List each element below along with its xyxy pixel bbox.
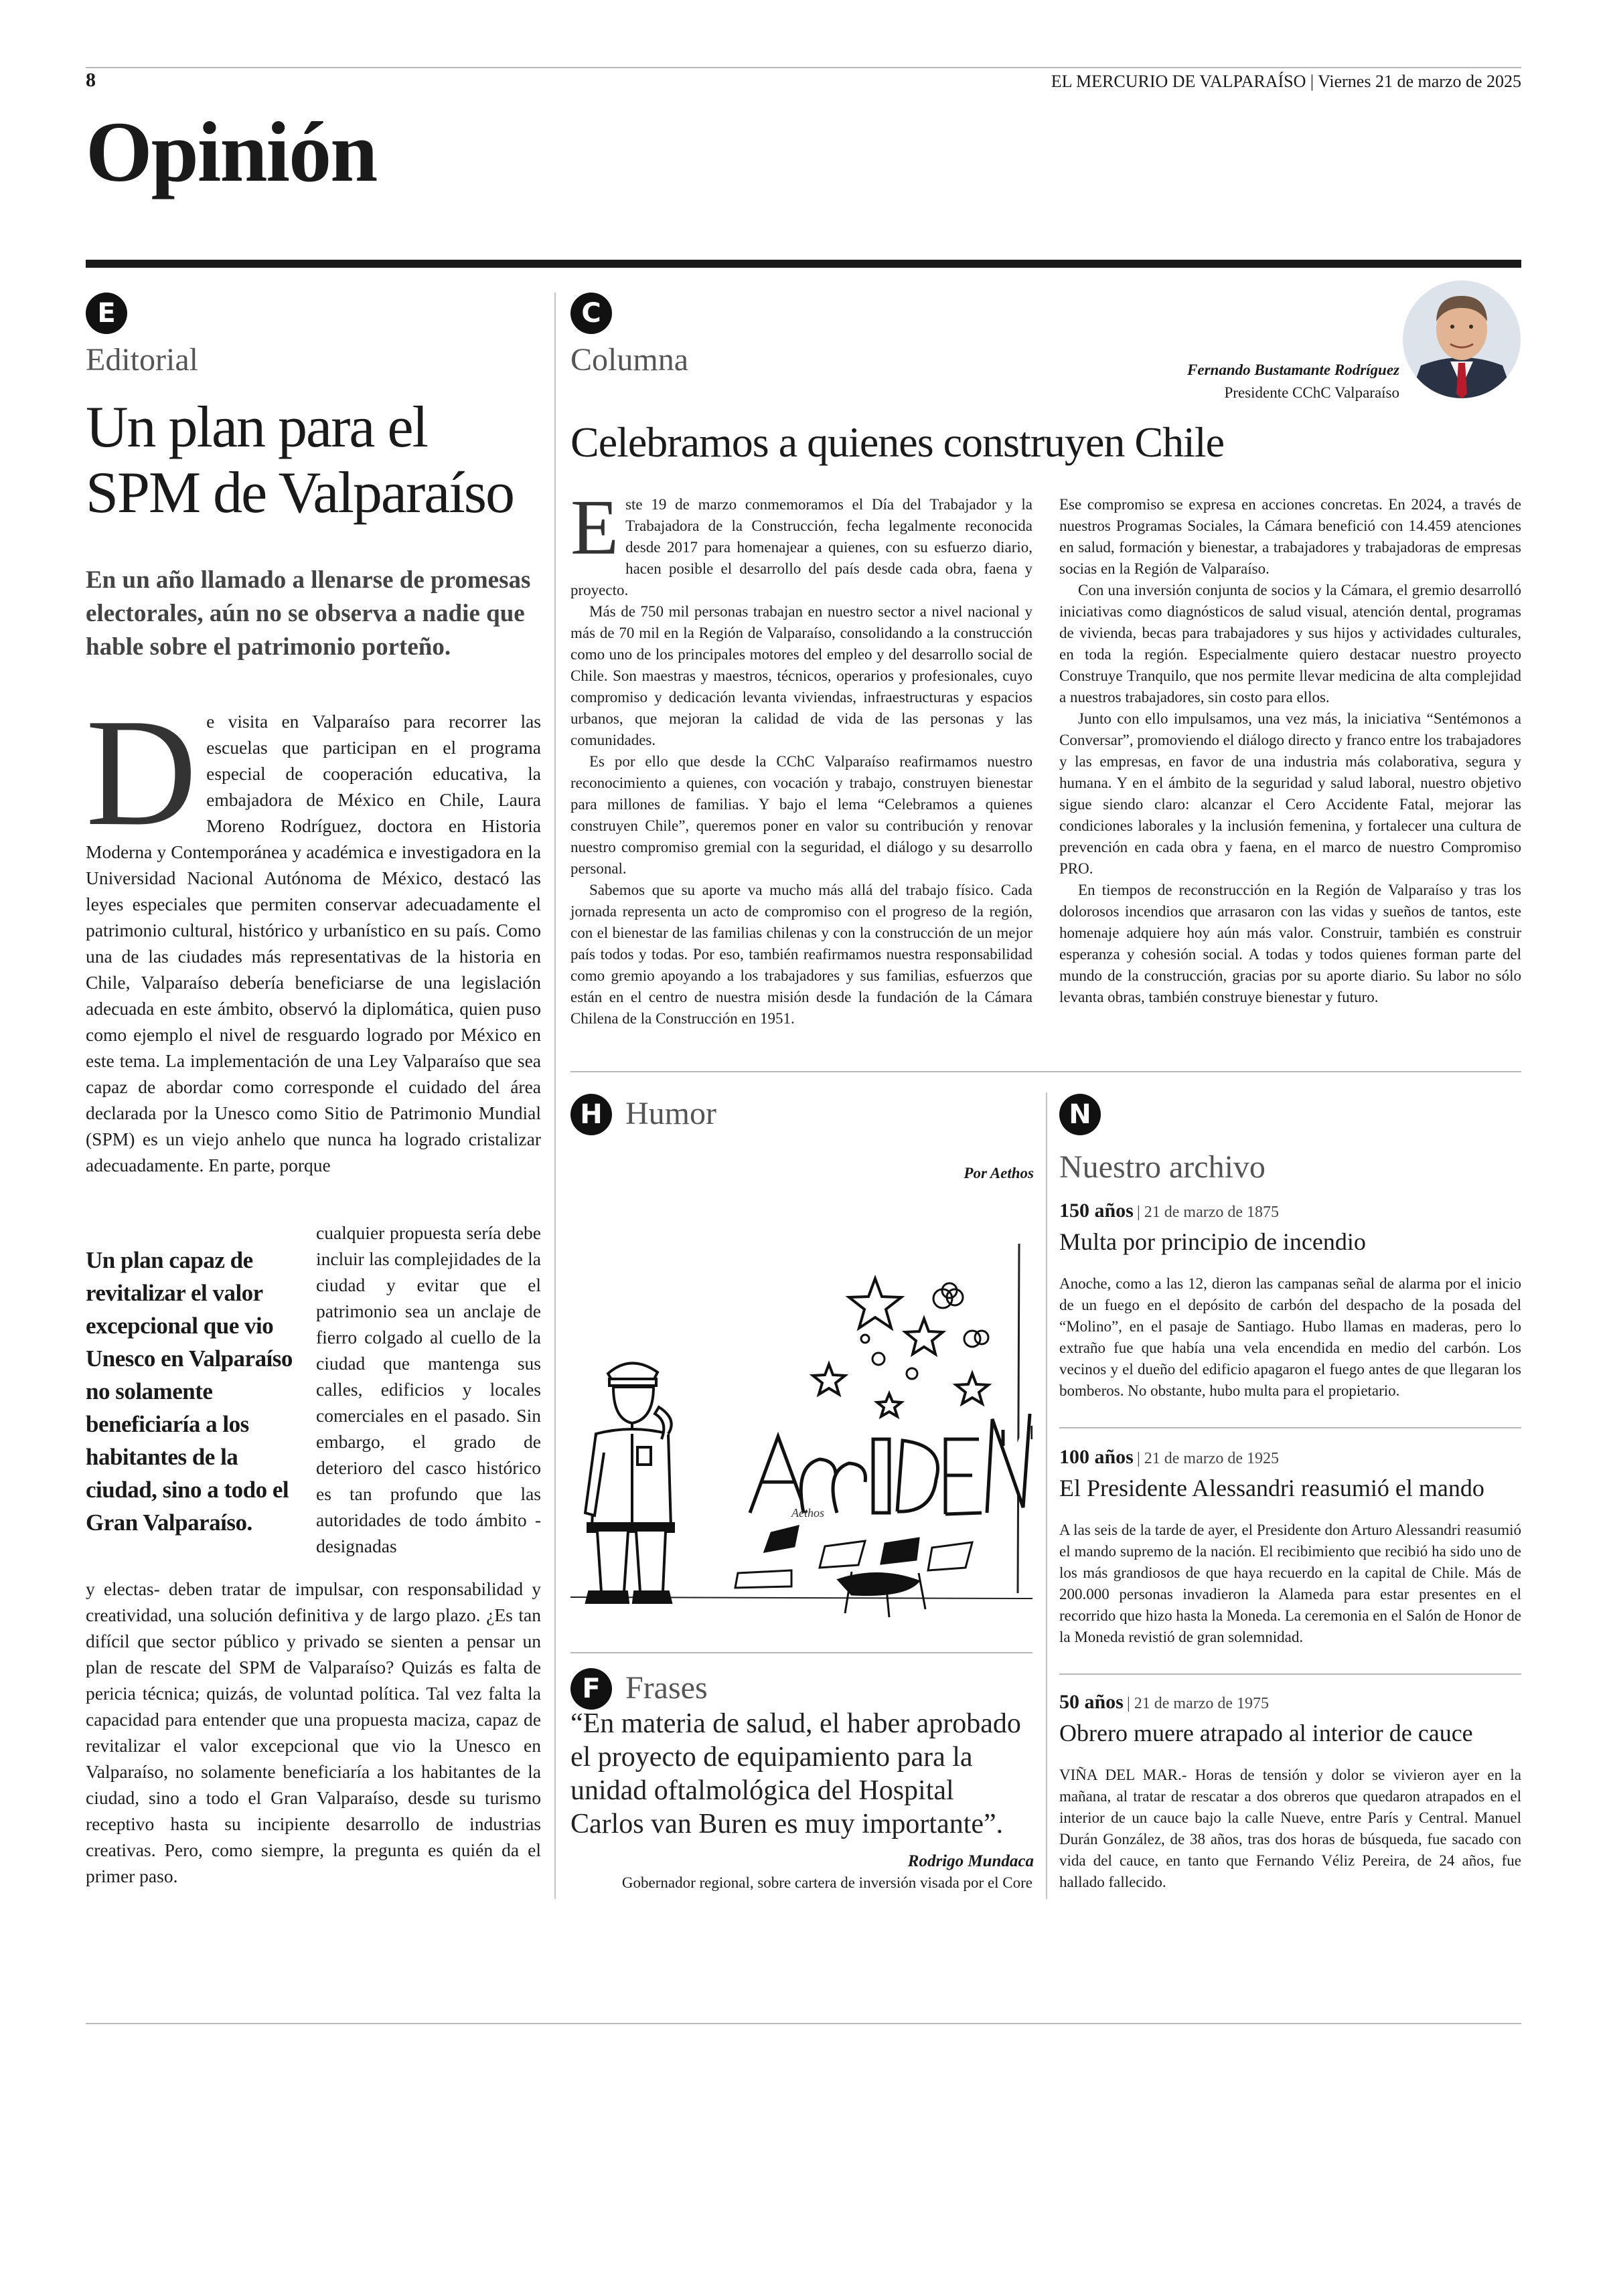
humor-badge: H — [570, 1094, 612, 1135]
column-bottom-rule — [570, 1071, 1521, 1072]
archive-item: 50 años | 21 de marzo de 1975 Obrero muere atrapado al interior de cauce VIÑA DEL MAR.- Horas de tensión y dolor se vivieron ayer en la mañana, al tratar de rescatar a dos obreros que quedaron atrapados en el interior de un cauce bajo la calle Nueve, entre París y Central. Manuel Durán González, de 38 años, tras dos horas de búsqueda, fue sacado con vida del cauce, en tanto que Fernando Véliz Pereira, de 24 años, fue hallado fallecido. — [1059, 1691, 1521, 1893]
column-col2-p3: Junto con ello impulsamos, una vez más, la iniciativa “Sentémonos a Conversar”, promoviendo el diálogo directo y franco entre los trabajadores y las empresas, en favor de una industria más colaborativa, segura y humana. Y en el ámbito de la seguridad y salud laboral, nuestro objetivo sigue siendo claro: alcanzar el Cero Accidente Fatal, mejorar las condiciones laborales y la inclusión femenina, y fortalecer una cultura de prevención en cada obra y faena, en el marco de nuestro Compromiso PRO. — [1059, 710, 1521, 877]
humor-cartoon — [570, 1198, 1032, 1640]
editorial-text-1: e visita en Valparaíso para recorrer las escuelas que participan en el programa especial de cooperación educativa, la embajadora de México en Chile, Laura Moreno Rodríguez, doctora en Historia Moderna y Contemporánea y académica e investigadora en la Universidad Nacional Autónoma de México, destacó las leyes especiales que permiten conservar adecuadamente el patrimonio cultural, histórico y urbanístico en su país. Como una de las ciudades más representativas de la historia en Chile, Valparaíso debería beneficiarse de una legislación adecuada en este ámbito, observó la diplomática, quien puso como ejemplo el nivel de resguardo logrado por México en este tema. La implementación de una Ley Valparaíso que sea capaz de abordar como corresponde el cuidado del área declarada por la Unesco como Sitio de Patrimonio Mundial (SPM) es un viejo anhelo que nunca ha logrado cristalizar adecuadamente. En parte, porque — [86, 711, 541, 1175]
publication-info: EL MERCURIO DE VALPARAÍSO | Viernes 21 de marzo de 2025 — [1051, 72, 1521, 91]
editorial-body-2 — [316, 1220, 541, 1559]
column-dropcap: E — [570, 483, 619, 571]
author-photo — [1402, 280, 1521, 399]
editorial-badge: E — [86, 293, 127, 334]
publication-name: EL MERCURIO DE VALPARAÍSO — [1051, 72, 1306, 91]
archive-item-headline: Multa por principio de incendio — [1059, 1228, 1366, 1255]
frases-label: Frases — [625, 1670, 708, 1706]
archive-item-headline: El Presidente Alessandri reasumió el mando — [1059, 1475, 1484, 1501]
humor-credit: Por Aethos — [964, 1165, 1034, 1181]
editorial-headline-line-1: Un plan para el — [86, 395, 427, 460]
archive-label: Nuestro archivo — [1059, 1149, 1266, 1185]
archive-item-headline: Obrero muere atrapado al interior de cauce — [1059, 1720, 1473, 1746]
column-col1-p4: Sabemos que su aporte va mucho más allá del trabajo físico. Cada jornada representa un acto de compromiso con el progreso de la región, con el bienestar de las familias chilenas y con la construcción de un mejor país todos y todas. Por eso, también reafirmamos nuestra responsabilidad como gremio apoyando a los trabajadores y sus familias, esfuerzos que están en el centro de nuestra misión desde la fundación de la Cámara Chilena de la Construcción en 1951. — [570, 882, 1032, 1027]
column-author-title: Presidente CChC Valparaíso — [1224, 384, 1399, 401]
archive-rule-1 — [1059, 1427, 1521, 1428]
archive-item-years: 150 años — [1059, 1200, 1134, 1222]
column-headline: Celebramos a quienes construyen Chile — [570, 418, 1225, 466]
archive-item-date: 21 de marzo de 1875 — [1144, 1204, 1280, 1221]
editorial-text-3: y electas- deben tratar de impulsar, con responsabilidad y creatividad, una solución definitiva y de largo plazo. ¿Es tan difícil que sector público y privado se sienten a pensar un plan de rescate del SPM de Valparaíso? Quizás es falta de pericia técnica; quizás, de voluntad política. Tal vez falta la capacidad para entender que una propuesta maciza, capaz de revitalizar el valor excepcional que vio la Unesco en Valparaíso, no solamente beneficiaría a los habitantes de la ciudad, sino a todo el Gran Valparaíso, desde su turismo receptivo hasta su incipiente desarrollo de industrias creativas. Pero, como siempre, la pregunta es quién da el primer paso. — [86, 1578, 541, 1886]
editorial-body-1 — [86, 687, 541, 1178]
column-col2-p1: Ese compromiso se expresa en acciones concretas. En 2024, a través de nuestros Programas Sociales, la Cámara benefició con 14.459 atenciones en salud, formación y bienestar, a trabajadores y trabajadoras de empresas socias en la Región de Valparaíso. — [1059, 496, 1521, 577]
editorial-body-3 — [86, 1576, 541, 1889]
publication-date: Viernes 21 de marzo de 2025 — [1318, 72, 1521, 91]
editorial-headline — [86, 395, 554, 526]
humor-label: Humor — [625, 1096, 716, 1131]
divider-humor-archive — [1046, 1092, 1047, 1899]
column-col1 — [570, 483, 1032, 1030]
editorial-headline-line-2: SPM de Valparaíso — [86, 461, 514, 525]
cartoon-frame-right — [1018, 1244, 1019, 1593]
column-author-name: Fernando Bustamante Rodríguez — [1187, 361, 1399, 378]
archive-item-text: A las seis de la tarde de ayer, el Presidente don Arturo Alessandri reasumió el mando supremo de la nación. El recibimiento que recibió ha sido uno de los más grandiosos de que haya recuerdo en la capital de Chile. Más de 200.000 personas invadieron la Alameda para estar presentes en el recorrido que hizo hasta la Moneda. La ceremonia en el Salón de Honor de la Moneda revistió de gran solemnidad. — [1059, 1522, 1521, 1645]
editorial-text-2: cualquier propuesta sería debe incluir las complejidades de la ciudad y evitar que el patrimonio sea un anclaje de fierro colgado al cuello de la ciudad que mantenga sus calles, edificios y locales comerciales en el pasado. Sin embargo, el grado de deterioro del casco histórico es tan profundo que las autoridades de todo ámbito -designadas — [316, 1222, 541, 1556]
frases-role: Gobernador regional, sobre cartera de inversión visada por el Core — [621, 1874, 1032, 1891]
editorial-pullquote: Un plan capaz de revitalizar el valor excepcional que vio Unesco en Valparaíso no solamente beneficiaría a los habitantes de la ciudad, sino a todo el Gran Valparaíso. — [86, 1247, 293, 1536]
column-col1-p1: ste 19 de marzo conmemoramos el Día del Trabajador y la Trabajadora de la Construcción, fecha legalmente reconocida desde 2017 para homenajear a quienes, con su esfuerzo diario, hacen posible el desarrollo del país desde cada obra, faena y proyecto. — [570, 496, 1032, 598]
section-title: Opinión — [86, 104, 377, 199]
page-number: 8 — [86, 69, 96, 91]
archive-item-years: 100 años — [1059, 1446, 1134, 1468]
header-top-rule — [86, 67, 1521, 68]
archive-badge: N — [1059, 1094, 1101, 1135]
column-col1-p2: Más de 750 mil personas trabajan en nuestro sector a nivel nacional y más de 70 mil en la Región de Valparaíso, consolidando a la construcción como uno de los principales motores del empleo y del desarrollo social de Chile. Son maestras y maestros, técnicos, operarios y profesionales, cuyo compromiso y dedicación levanta viviendas, infraestructuras y espacios urbanos, que mejoran la calidad de vida de las personas y las comunidades. — [570, 603, 1032, 748]
frases-badge: F — [570, 1668, 612, 1710]
column-label: Columna — [570, 342, 688, 378]
archive-item: 150 años | 21 de marzo de 1875 Multa por principio de incendio Anoche, como a las 12, dieron las campanas señal de alarma por el inicio de un fuego en el depósito de carbón del despacho de la posada del “Molino”, en el pasaje de Santiago. Hubo llamas en maderas, pero lo extraño fue que había una vela encendida en medio del carbón. Los vecinos y el dueño del edificio apagaron el fuego antes de que llegaran los bomberos. No obstante, hubo multa para el propietario. — [1059, 1200, 1521, 1402]
frases-quote: “En materia de salud, el haber aprobado el proyecto de equipamiento para la unidad oftalmológica del Hospital Carlos van Buren es muy importante”. — [570, 1708, 1021, 1839]
column-col1-p3: Es por ello que desde la CChC Valparaíso reafirmamos nuestro reconocimiento a quienes, con vocación y trabajo, construyen bienestar para millones de familias. Y bajo el lema “Celebramos a quienes construyen Chile”, queremos poner en valor su contribución y renovar nuestro compromiso gremial con la seguridad, el diálogo y su desarrollo personal. — [570, 753, 1032, 877]
header-thick-rule — [86, 260, 1521, 268]
archive-item-years: 50 años — [1059, 1691, 1124, 1713]
frases-author: Rodrigo Mundaca — [907, 1852, 1034, 1870]
column-col2-p2: Con una inversión conjunta de socios y la Cámara, el gremio desarrolló iniciativas como diagnósticos de salud visual, atención dental, programas de vivienda, becas para trabajadores y sus hijos y actividades culturales, en toda la región. Especialmente quiero destacar nuestro proyecto Construye Tranquilo, que nos permite llevar medicina de alta complejidad a nuestros trabajadores, sin costo para ellos. — [1059, 582, 1521, 706]
cartoon-officer — [585, 1363, 674, 1603]
column-badge: C — [570, 293, 612, 334]
archive-item-text: Anoche, como a las 12, dieron las campanas señal de alarma por el inicio de un fuego en el depósito de carbón del despacho de la posada del “Molino”, en el pasaje de Santiago. Hubo llamas en maderas, pero lo extraño fue que había una vela encendida en medio del carbón. Los vecinos y el dueño del edificio apagaron el fuego antes de que llegaran los bomberos. No obstante, hubo multa para el propietario. — [1059, 1275, 1521, 1399]
archive-item: 100 años | 21 de marzo de 1925 El Presidente Alessandri reasumió el mando A las seis de la tarde de ayer, el Presidente don Arturo Alessandri reasumió el mando supremo de la nación. El recibimiento que recibió ha sido uno de los más grandiosos de que haya recuerdo en la capital de Chile. Más de 200.000 personas invadieron la Alameda para estar presentes en el recorrido que hizo hasta la Moneda. La ceremonia en el Salón de Honor de la Moneda revistió de gran solemnidad. — [1059, 1446, 1521, 1648]
editorial-deck: En un año llamado a llenarse de promesas electorales, aún no se observa a nadie que hable sobre el patrimonio porteño. — [86, 566, 531, 661]
cartoon-signature: Aethos — [791, 1506, 824, 1520]
cartoon-debris — [735, 1526, 972, 1617]
archive-item-text: VIÑA DEL MAR.- Horas de tensión y dolor se vivieron ayer en la mañana, al tratar de rescatar a dos obreros que quedaron atrapados en el interior de un cauce bajo la calle Nueve, entre París y Central. Manuel Durán González, de 38 años, tras dos horas de búsqueda, fue sacado con vida del cauce, en tanto que Fernando Véliz Pereira, de 24 años, fue hallado fallecido. — [1059, 1767, 1521, 1890]
editorial-dropcap: D — [86, 687, 198, 857]
page-bottom-rule — [86, 2023, 1521, 2024]
archive-item-date: 21 de marzo de 1925 — [1144, 1450, 1280, 1467]
column-col2-p4: En tiempos de reconstrucción en la Región de Valparaíso y tras los dolorosos incendios que arrasaron con las vidas y sueños de tantos, este homenaje adquiere hoy aún más valor. Construir, también es construir esperanza y cohesión social. A todas y todos quienes forman parte del mundo de la construcción, gracias por su aporte diario. Su labor no sólo levanta obras, también construye bienestar y futuro. — [1059, 882, 1521, 1005]
divider-editorial — [554, 293, 556, 1899]
humor-bottom-rule — [570, 1652, 1032, 1653]
archive-item-date: 21 de marzo de 1975 — [1134, 1695, 1270, 1712]
editorial-label: Editorial — [86, 342, 198, 378]
column-col2 — [1059, 494, 1521, 1008]
archive-rule-2 — [1059, 1673, 1521, 1675]
